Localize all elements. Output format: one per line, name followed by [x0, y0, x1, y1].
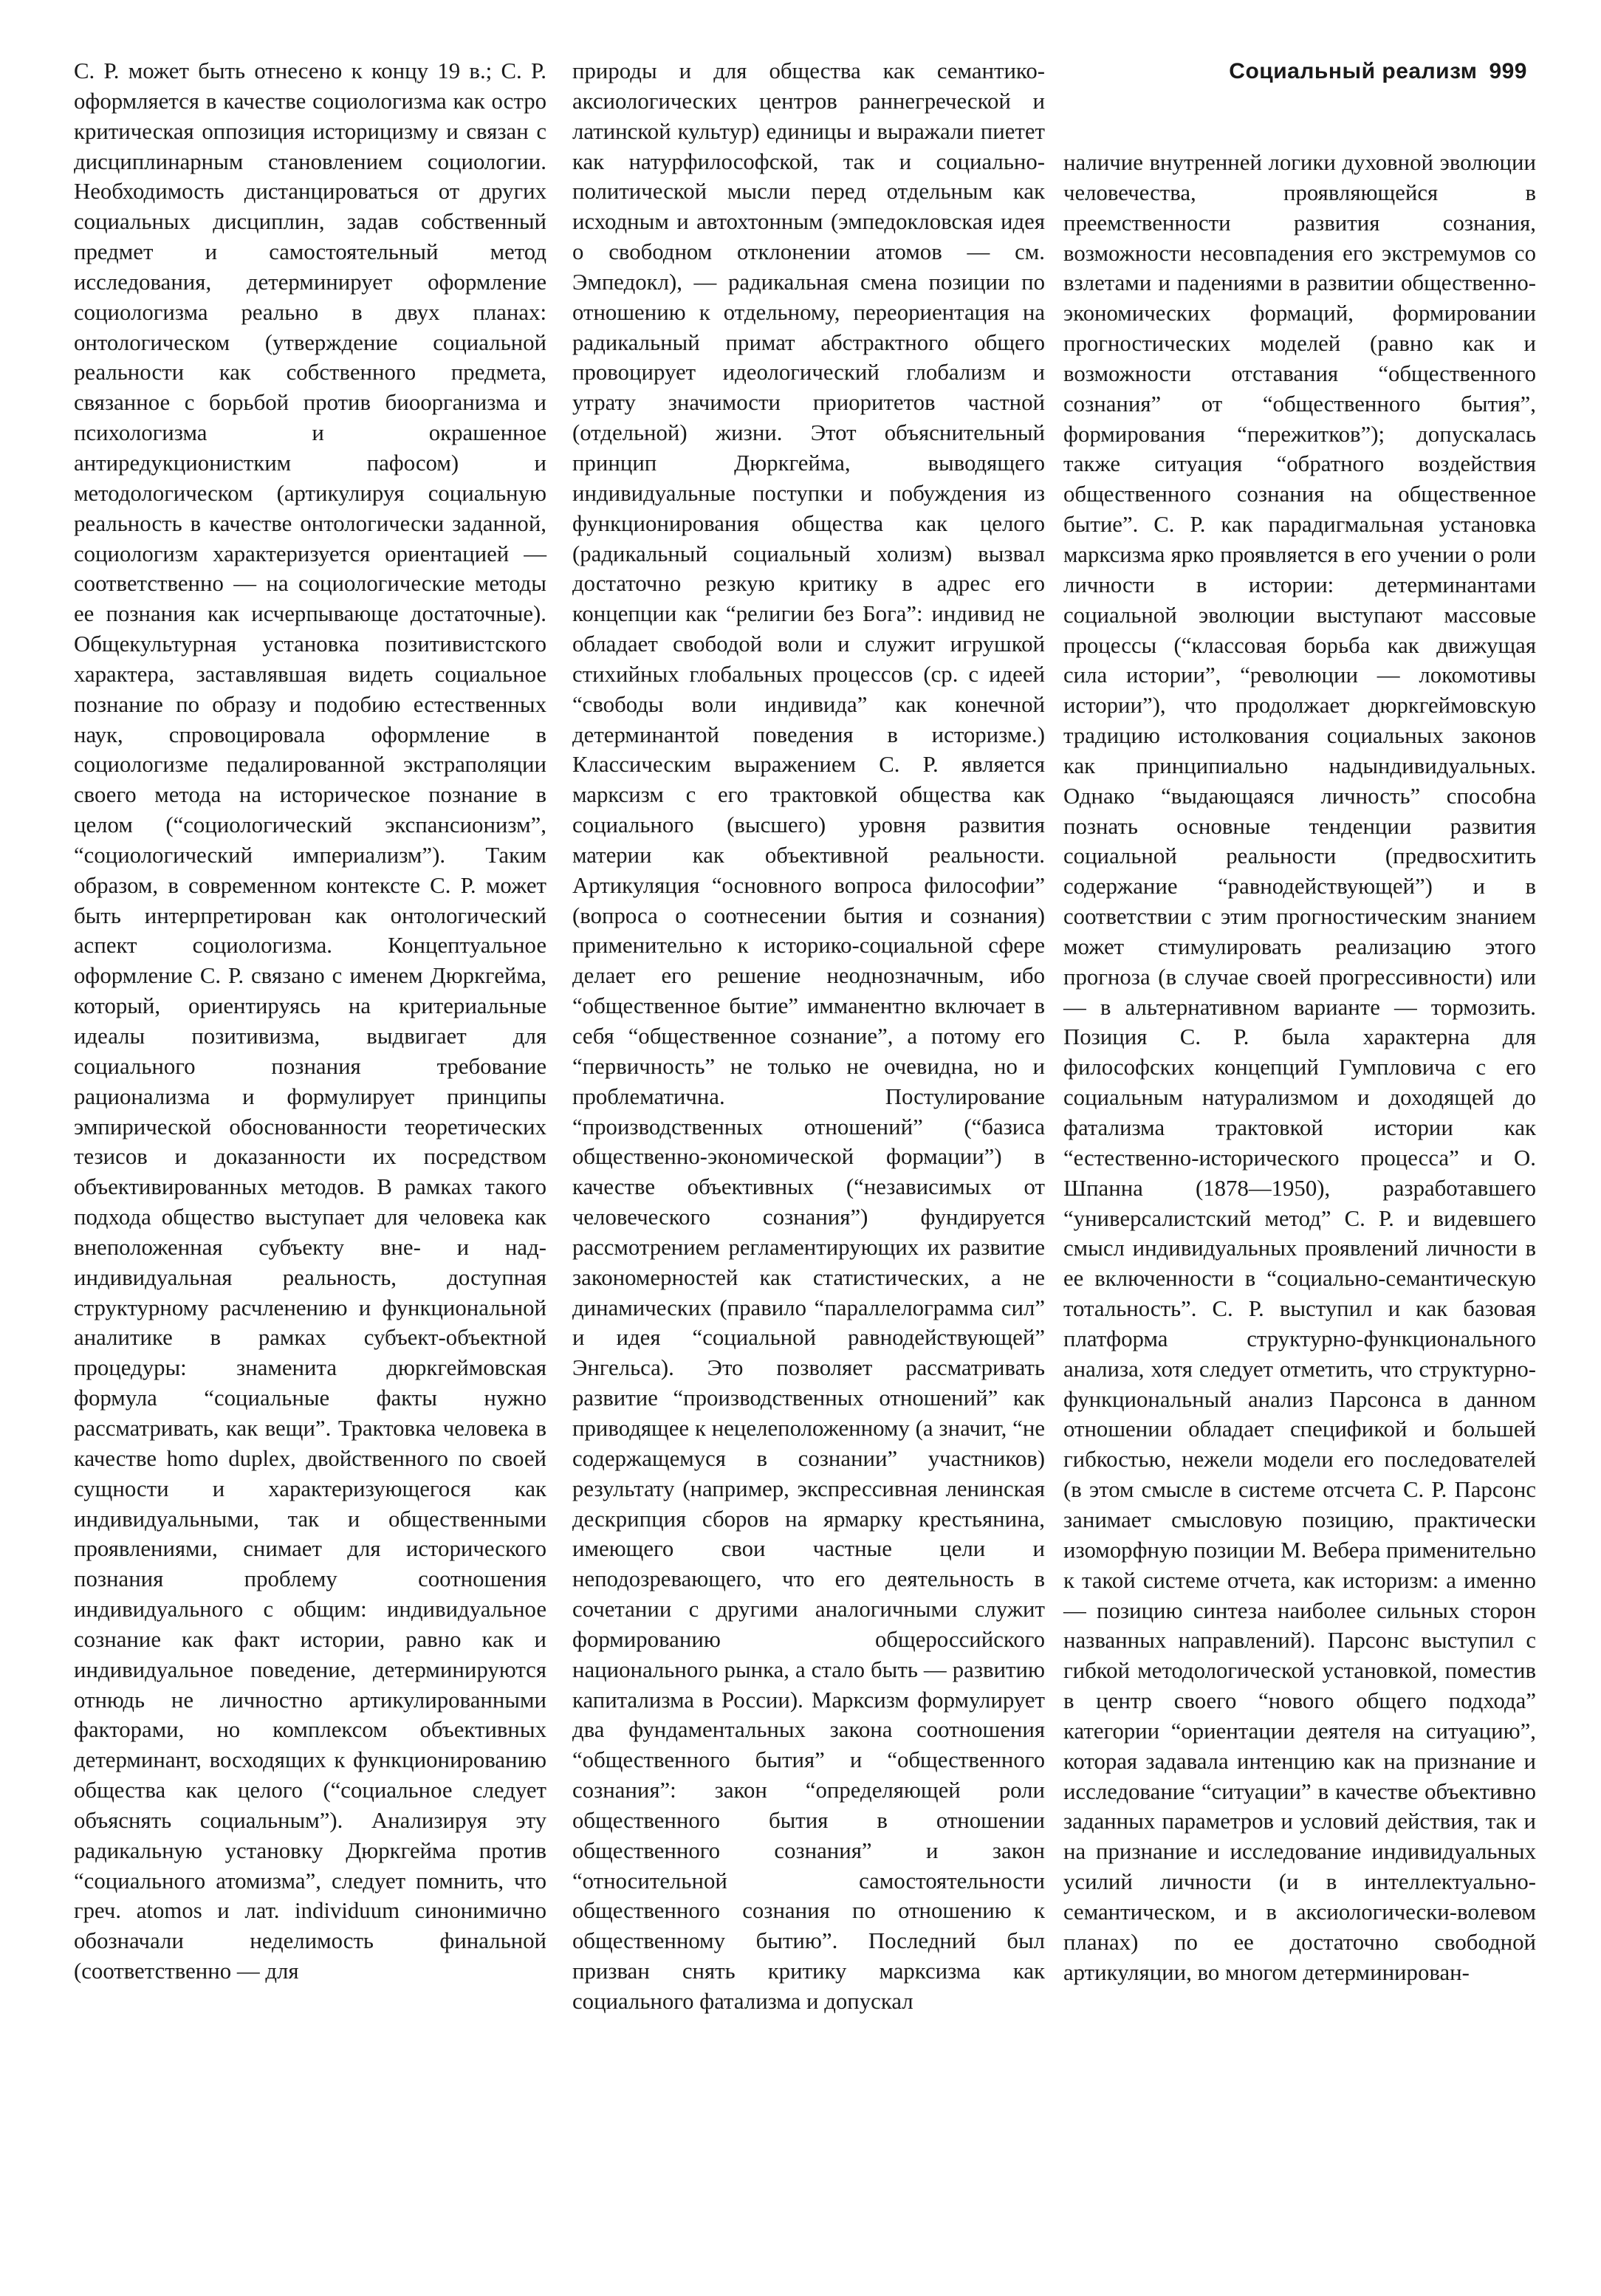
column-1-text: С. Р. может быть отнесено к концу 19 в.; С. Р. оформляется в качестве социологизма как остро критическая оппозиция историцизму и связан с дисциплинарным становлением социологии. Необходимость дистанцироваться от других социальных дисциплин, задав собственный предмет и самостоятельный метод исследования, детерминирует оформление социологизма реально в двух планах: онтологическом (утверждение социальной реальности как собственного предмета, связанное с борьбой против биоорганизма и психологизма и окрашенное антиредукционистким пафосом) и методологическом (артикулируя социальную реальность в качестве онтологически заданной, социологизм характеризуется ориентацией — соответственно — на социологические методы ее познания как исчерпывающе достаточные). Общекультурная установка позитивистского характера, заставлявшая видеть социальное познание по образу и подобию естественных наук, спровоцировала оформление в социологизме педалированной экстраполяции своего метода на историческое познание в целом (“социологический экспансионизм”, “социологический империализм”). Таким образом, в современном контексте С. Р. может быть интерпретирован как онтологический аспект социологизма. Концептуальное оформление С. Р. связано с именем Дюркгейма, который, ориентируясь на критериальные идеалы позитивизма, выдвигает для социального познания требование рационализма и формулирует принципы эмпирической обоснованности теоретических тезисов и доказанности их посредством объективированных методов. В рамках такого подхода общество выступает для человека как внеположенная субъекту вне- и над-индивидуальная реальность, доступная структурному расчленению и функциональной аналитике в рамках субъект-объектной процедуры: знаменита дюркгеймовская формула “социальные факты нужно рассматривать, как вещи”. Трактовка человека в качестве homo duplex, двойственного по своей сущности и характеризующегося как индивидуальными, так и общественными проявлениями, снимает для исторического познания проблему соотношения индивидуального с общим: индивидуальное сознание как факт истории, равно как и индивидуальное поведение, детерминируются отнюдь не личностно артикулированными факторами, но комплексом объективных детерминант, восходящих к функционированию общества как целого (“социальное следует объяснять социальным”). Анализируя эту радикальную установку Дюркгейма против “социального атомизма”, следует помнить, что греч. atomos и лат. individuum синонимично обозначали неделимость финальной (соответственно — для — [74, 58, 546, 1984]
column-2-text: природы и для общества как семантико-аксиологических центров раннегреческой и латинской культур) единицы и выражали пиетет как натурфилософской, так и социально-политической мысли перед отдельным как исходным и автохтонным (эмпедокловская идея о свободном отклонении атомов — см. Эмпедокл), — радикальная смена позиции по отношению к отдельному, переориентация на радикальный примат абстрактного общего провоцирует идеологический глобализм и утрату значимости приоритетов частной (отдельной) жизни. Этот объяснительный принцип Дюркгейма, выводящего индивидуальные поступки и побуждения из функционирования общества как целого (радикальный социальный холизм) вызвал достаточно резкую критику в адрес его концепции как “религии без Бога”: индивид не обладает свободой воли и служит игрушкой стихийных глобальных процессов (ср. с идеей “свободы воли индивида” как конечной детерминантой поведения в историзме.) Классическим выражением С. Р. является марксизм с его трактовкой общества как социального (высшего) уровня развития материи как объективной реальности. Артикуляция “основного вопроса философии” (вопроса о соотнесении бытия и сознания) применительно к историко-социальной сфере делает его решение неоднозначным, ибо “общественное бытие” имманентно включает в себя “общественное сознание”, а потому его “первичность” не только не очевидна, но и проблематична. Постулирование “производственных отношений” (“базиса общественно-экономической формации”) в качестве объективных (“независимых от человеческого сознания”) фундируется рассмотрением регламентирующих их развитие закономерностей как статистических, а не динамических (правило “параллелограмма сил” и идея “социальной равнодействующей” Энгельса). Это позволяет рассматривать развитие “производственных отношений” как приводящее к нецелеположенному (а значит, “не содержащемуся в сознании” участников) результату (например, экспрессивная ленинская дескрипция сборов на ярмарку крестьянина, имеющего свои частные цели и неподозревающего, что его деятельность в сочетании с другими аналогичными служит формированию общероссийского национального рынка, а стало быть — развитию капитализма в России). Марксизм формулирует два фундаментальных закона соотношения “общественного бытия” и “общественного сознания”: закон “определяющей роли общественного бытия в отношении общественного сознания” и закон “относительной самостоятельности общественного сознания по отношению к общественному бытию”. Последний был призван снять критику марксизма как социального фатализма и допускал — [572, 58, 1045, 2014]
running-header — [1229, 59, 1527, 84]
column-3-text: наличие внутренней логики духовной эволюции человечества, проявляющейся в преемственности развития сознания, возможности несовпадения его экстремумов со взлетами и падениями в развитии общественно-экономических формаций, формировании прогностических моделей (равно как и возможности отставания “общественного сознания” от “общественного бытия”, формирования “пережитков”); допускалась также ситуация “обратного воздействия общественного сознания на общественное бытие”. С. Р. как парадигмальная установка марксизма ярко проявляется в его учении о роли личности в истории: детерминантами социальной эволюции выступают массовые процессы (“классовая борьба как движущая сила истории”, “революции — локомотивы истории”), что продолжает дюркгеймовскую традицию истолкования социальных законов как принципиально надындивидуальных. Однако “выдающаяся личность” способна познать основные тенденции развития социальной реальности (предвосхитить содержание “равнодействующей”) и в соответствии с этим прогностическим знанием может стимулировать реализацию этого прогноза (в случае своей прогрессивности) или — в альтернативном варианте — тормозить. Позиция С. Р. была характерна для философских концепций Гумпловича с его социальным натурализмом и доходящей до фатализма трактовкой истории как “естественно-исторического процесса” и О. Шпанна (1878—1950), разработавшего “универсалистский метод” С. Р. и видевшего смысл индивидуальных проявлений личности в ее включенности в “социально-семантическую тотальность”. С. Р. выступил и как базовая платформа структурно-функционального анализа, хотя следует отметить, что структурно-функциональный анализ Парсонса в данном отношении обладает спецификой и большей гибкостью, нежели модели его последователей (в этом смысле в системе отсчета С. Р. Парсонс занимает смысловую позицию, практически изоморфную позиции М. Вебера применительно к такой системе отчета, как историзм: а именно — позицию синтеза наиболее сильных сторон названных направлений). Парсонс выступил с гибкой методологической установкой, поместив в центр своего “нового общего подхода” категории “ориентации деятеля на ситуацию”, которая задавала интенцию как на признание и исследование “ситуации” в качестве объективно заданных параметров и условий действия, так и на признание и исследование индивидуальных усилий личности (и в интеллектуально-семантическом, и в аксиологически-волевом планах) по ее достаточно свободной артикуляции, во многом детерминирован- — [1063, 150, 1536, 1985]
text-column-3 — [1063, 148, 1536, 1987]
text-column-1 — [74, 56, 546, 1987]
text-column-2 — [572, 56, 1045, 2017]
header-title: Социальный реализм — [1229, 59, 1478, 83]
page-number: 999 — [1489, 59, 1527, 83]
